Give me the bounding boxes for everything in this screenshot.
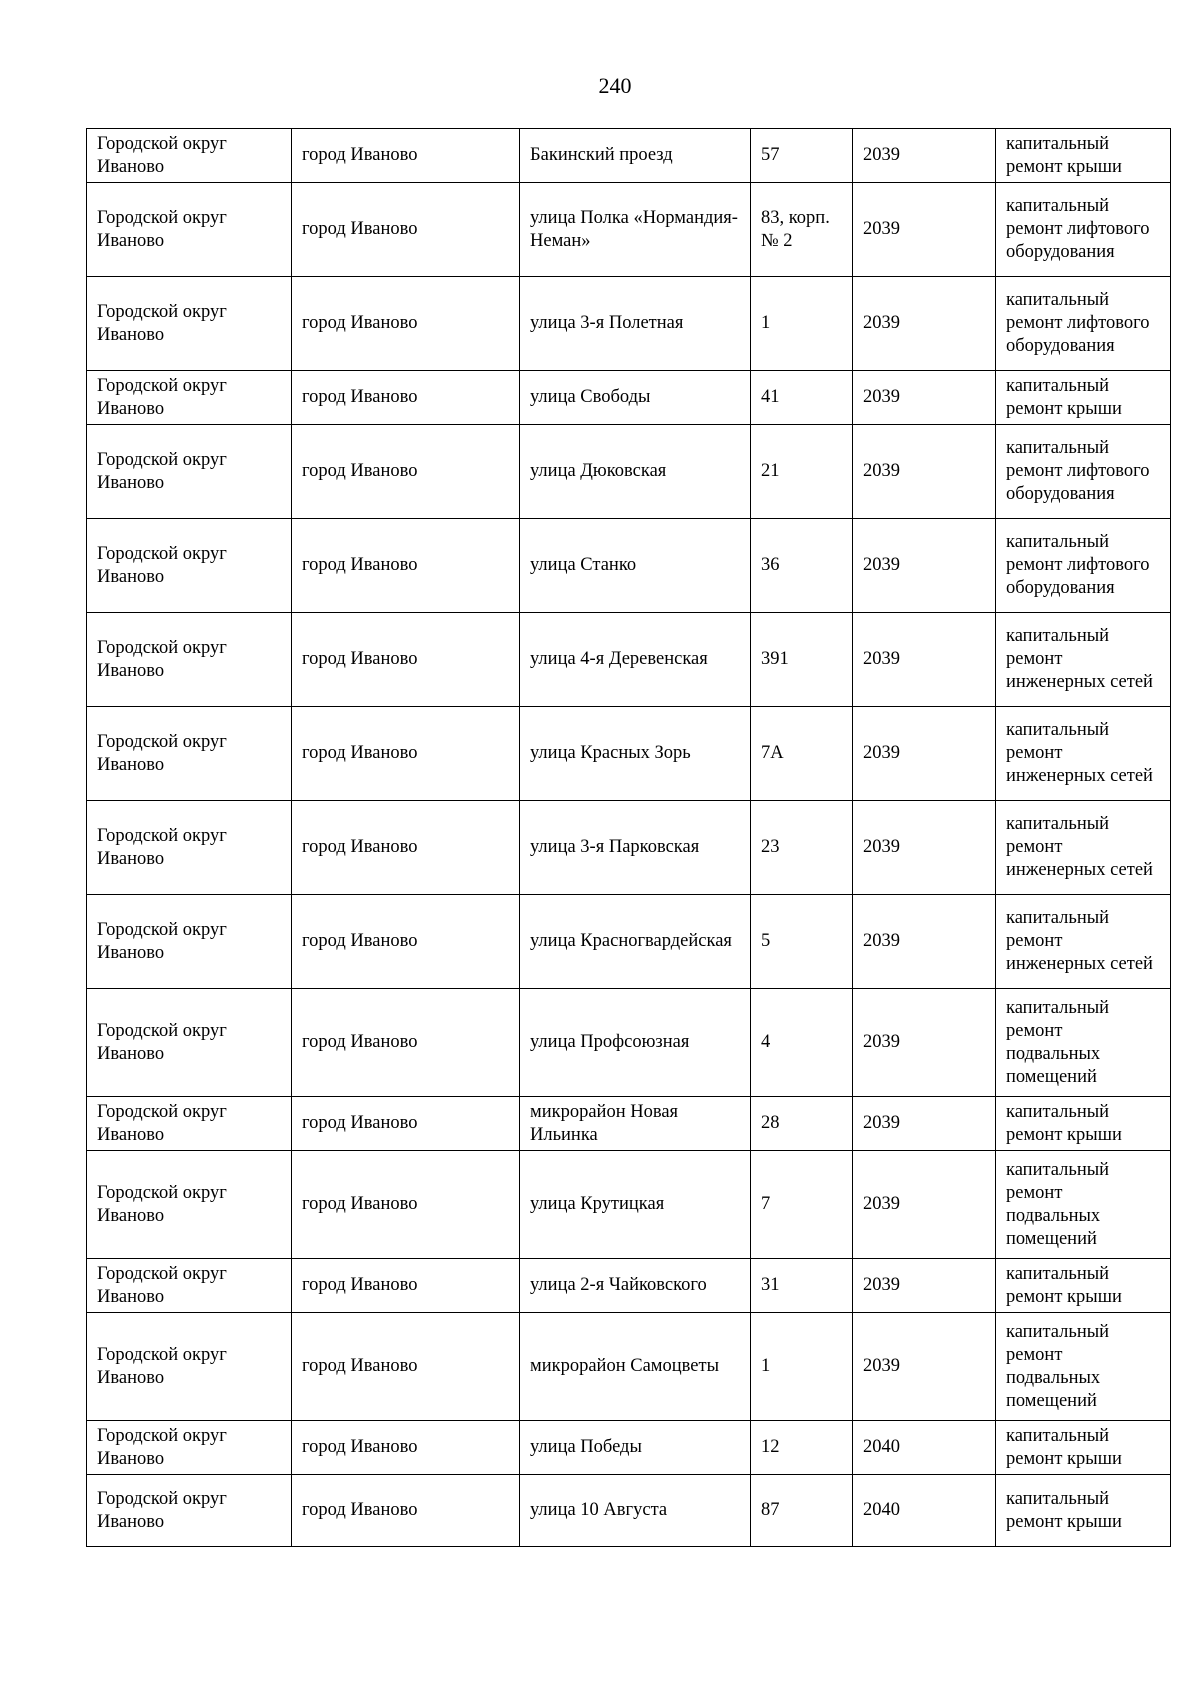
- city-cell: город Иваново: [292, 1421, 520, 1475]
- table-row: [87, 1313, 1171, 1421]
- city-cell: город Иваново: [292, 707, 520, 801]
- work-type-cell: капитальный ремонт крыши: [996, 129, 1171, 183]
- page-number: 240: [598, 73, 632, 98]
- year-cell: 2039: [853, 613, 996, 707]
- city-cell: город Иваново: [292, 895, 520, 989]
- district-cell: Городской округ Иваново: [87, 1313, 292, 1421]
- year-cell: 2039: [853, 129, 996, 183]
- city-cell: город Иваново: [292, 801, 520, 895]
- city-cell: город Иваново: [292, 183, 520, 277]
- table-row: [87, 1421, 1171, 1475]
- city-cell: город Иваново: [292, 371, 520, 425]
- table-row: [87, 1475, 1171, 1547]
- year-cell: 2040: [853, 1475, 996, 1547]
- year-cell: 2039: [853, 425, 996, 519]
- table-row: [87, 613, 1171, 707]
- house-number-cell: 12: [751, 1421, 853, 1475]
- table-row: [87, 183, 1171, 277]
- house-number-cell: 31: [751, 1259, 853, 1313]
- street-cell: Бакинский проезд: [520, 129, 751, 183]
- house-number-cell: 41: [751, 371, 853, 425]
- district-cell: Городской округ Иваново: [87, 519, 292, 613]
- district-cell: Городской округ Иваново: [87, 707, 292, 801]
- city-cell: город Иваново: [292, 1259, 520, 1313]
- table-row: [87, 1259, 1171, 1313]
- house-number-cell: 5: [751, 895, 853, 989]
- work-type-cell: капитальный ремонт крыши: [996, 1259, 1171, 1313]
- work-type-cell: капитальный ремонт лифтового оборудования: [996, 519, 1171, 613]
- year-cell: 2039: [853, 1313, 996, 1421]
- house-number-cell: 83, корп. № 2: [751, 183, 853, 277]
- table-row: [87, 895, 1171, 989]
- street-cell: микрорайон Самоцветы: [520, 1313, 751, 1421]
- house-number-cell: 1: [751, 277, 853, 371]
- table-row: [87, 1097, 1171, 1151]
- house-number-cell: 36: [751, 519, 853, 613]
- district-cell: Городской округ Иваново: [87, 371, 292, 425]
- work-type-cell: капитальный ремонт инженерных сетей: [996, 801, 1171, 895]
- city-cell: город Иваново: [292, 1151, 520, 1259]
- table-row: [87, 989, 1171, 1097]
- work-type-cell: капитальный ремонт крыши: [996, 1475, 1171, 1547]
- house-number-cell: 87: [751, 1475, 853, 1547]
- district-cell: Городской округ Иваново: [87, 1475, 292, 1547]
- work-type-cell: капитальный ремонт крыши: [996, 1097, 1171, 1151]
- year-cell: 2039: [853, 1097, 996, 1151]
- repair-schedule-table: [86, 128, 1171, 1547]
- district-cell: Городской округ Иваново: [87, 801, 292, 895]
- work-type-cell: капитальный ремонт лифтового оборудования: [996, 183, 1171, 277]
- city-cell: город Иваново: [292, 1097, 520, 1151]
- district-cell: Городской округ Иваново: [87, 425, 292, 519]
- street-cell: улица 2-я Чайковского: [520, 1259, 751, 1313]
- house-number-cell: 1: [751, 1313, 853, 1421]
- district-cell: Городской округ Иваново: [87, 1097, 292, 1151]
- district-cell: Городской округ Иваново: [87, 989, 292, 1097]
- house-number-cell: 57: [751, 129, 853, 183]
- district-cell: Городской округ Иваново: [87, 277, 292, 371]
- city-cell: город Иваново: [292, 613, 520, 707]
- street-cell: улица Крутицкая: [520, 1151, 751, 1259]
- table-row: [87, 707, 1171, 801]
- street-cell: улица 3-я Парковская: [520, 801, 751, 895]
- work-type-cell: капитальный ремонт подвальных помещений: [996, 1151, 1171, 1259]
- street-cell: улица Дюковская: [520, 425, 751, 519]
- table-row: [87, 371, 1171, 425]
- year-cell: 2039: [853, 277, 996, 371]
- work-type-cell: капитальный ремонт инженерных сетей: [996, 613, 1171, 707]
- street-cell: улица 10 Августа: [520, 1475, 751, 1547]
- house-number-cell: 391: [751, 613, 853, 707]
- district-cell: Городской округ Иваново: [87, 613, 292, 707]
- street-cell: улица 4-я Деревенская: [520, 613, 751, 707]
- city-cell: город Иваново: [292, 519, 520, 613]
- year-cell: 2040: [853, 1421, 996, 1475]
- house-number-cell: 23: [751, 801, 853, 895]
- city-cell: город Иваново: [292, 277, 520, 371]
- district-cell: Городской округ Иваново: [87, 895, 292, 989]
- work-type-cell: капитальный ремонт инженерных сетей: [996, 895, 1171, 989]
- work-type-cell: капитальный ремонт крыши: [996, 371, 1171, 425]
- year-cell: 2039: [853, 1151, 996, 1259]
- year-cell: 2039: [853, 895, 996, 989]
- district-cell: Городской округ Иваново: [87, 129, 292, 183]
- work-type-cell: капитальный ремонт подвальных помещений: [996, 989, 1171, 1097]
- table-body: [87, 129, 1171, 1547]
- year-cell: 2039: [853, 989, 996, 1097]
- street-cell: улица Победы: [520, 1421, 751, 1475]
- city-cell: город Иваново: [292, 129, 520, 183]
- table-row: [87, 425, 1171, 519]
- district-cell: Городской округ Иваново: [87, 1259, 292, 1313]
- city-cell: город Иваново: [292, 425, 520, 519]
- city-cell: город Иваново: [292, 989, 520, 1097]
- district-cell: Городской округ Иваново: [87, 1421, 292, 1475]
- year-cell: 2039: [853, 1259, 996, 1313]
- street-cell: улица 3-я Полетная: [520, 277, 751, 371]
- street-cell: улица Свободы: [520, 371, 751, 425]
- house-number-cell: 7: [751, 1151, 853, 1259]
- house-number-cell: 4: [751, 989, 853, 1097]
- district-cell: Городской округ Иваново: [87, 183, 292, 277]
- year-cell: 2039: [853, 801, 996, 895]
- work-type-cell: капитальный ремонт лифтового оборудования: [996, 277, 1171, 371]
- table-row: [87, 1151, 1171, 1259]
- table-row: [87, 519, 1171, 613]
- street-cell: улица Красных Зорь: [520, 707, 751, 801]
- table-row: [87, 277, 1171, 371]
- street-cell: улица Полка «Нормандия-Неман»: [520, 183, 751, 277]
- year-cell: 2039: [853, 183, 996, 277]
- street-cell: улица Профсоюзная: [520, 989, 751, 1097]
- street-cell: микрорайон Новая Ильинка: [520, 1097, 751, 1151]
- year-cell: 2039: [853, 707, 996, 801]
- house-number-cell: 21: [751, 425, 853, 519]
- city-cell: город Иваново: [292, 1313, 520, 1421]
- table-row: [87, 129, 1171, 183]
- year-cell: 2039: [853, 371, 996, 425]
- house-number-cell: 28: [751, 1097, 853, 1151]
- city-cell: город Иваново: [292, 1475, 520, 1547]
- district-cell: Городской округ Иваново: [87, 1151, 292, 1259]
- street-cell: улица Станко: [520, 519, 751, 613]
- work-type-cell: капитальный ремонт инженерных сетей: [996, 707, 1171, 801]
- work-type-cell: капитальный ремонт подвальных помещений: [996, 1313, 1171, 1421]
- table-row: [87, 801, 1171, 895]
- street-cell: улица Красногвардейская: [520, 895, 751, 989]
- work-type-cell: капитальный ремонт лифтового оборудования: [996, 425, 1171, 519]
- house-number-cell: 7А: [751, 707, 853, 801]
- year-cell: 2039: [853, 519, 996, 613]
- work-type-cell: капитальный ремонт крыши: [996, 1421, 1171, 1475]
